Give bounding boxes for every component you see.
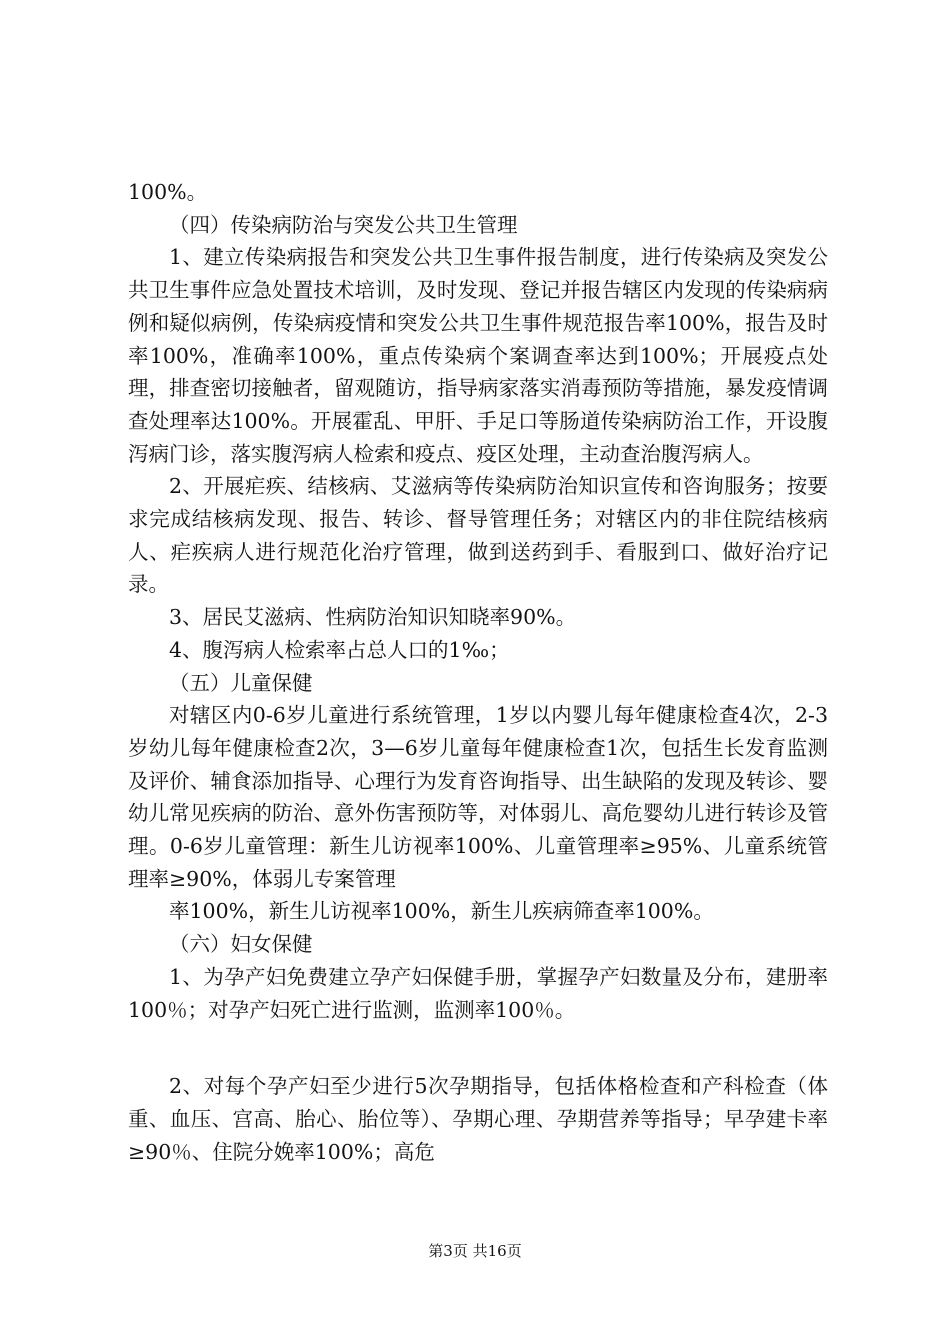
document-body	[128, 176, 828, 1168]
paragraph-3: 2、开展疟疾、结核病、艾滋病等传染病防治知识宣传和咨询服务；按要求完成结核病发现、报告、转诊、督导管理任务；对辖区内的非住院结核病人、疟疾病人进行规范化治疗管理，做到送药到手、看服到口、做好治疗记录。	[128, 474, 828, 597]
page-number-label: 第3页 共16页	[428, 1242, 522, 1260]
paragraph-7: 对辖区内0-6岁儿童进行系统管理，1岁以内婴儿每年健康检查4次，2-3岁幼儿每年健康检查2次，3—6岁儿童每年健康检查1次，包括生长发育监测及评价、辅食添加指导、心理行为发育咨询指导、出生缺陷的发现及转诊、婴幼儿常见疾病的防治、意外伤害预防等，对体弱儿、高危婴幼儿进行转诊及管理。0-6岁儿童管理：新生儿访视率100%、儿童管理率≥95%、儿童系统管理率≥90%，体弱儿专案管理	[128, 703, 828, 891]
page-footer	[0, 1241, 950, 1261]
paragraph-8: 率100%，新生儿访视率100%，新生儿疾病筛查率100%。	[169, 899, 714, 924]
paragraph-0: 100%。	[128, 180, 208, 204]
paragraph-12: 2、对每个孕产妇至少进行5次孕期指导，包括体格检查和产科检查（体重、血压、宫高、胎心、胎位等）、孕期心理、孕期营养等指导；早孕建卡率≥90％、住院分娩率100%；高危	[128, 1074, 828, 1164]
section-heading-6: （六）妇女保健	[169, 932, 313, 957]
paragraph-5: 4、腹泻病人检索率占总人口的1‰；	[169, 637, 510, 662]
blank-line	[128, 1026, 828, 1070]
paragraph-4: 3、居民艾滋病、性病防治知识知晓率90%。	[169, 605, 577, 630]
paragraph-2: 1、建立传染病报告和突发公共卫生事件报告制度，进行传染病及突发公共卫生事件应急处置技术培训，及时发现、登记并报告辖区内发现的传染病病例和疑似病例，传染病疫情和突发公共卫生事件规范报告率100%，报告及时率100%，准确率100%，重点传染病个案调查率达到100%；开展疫点处理，排查密切接触者，留观随访，指导病家落实消毒预防等措施，暴发疫情调查处理率达100%。开展霍乱、甲肝、手足口等肠道传染病防治工作，开设腹泻病门诊，落实腹泻病人检索和疫点、疫区处理，主动查治腹泻病人。	[128, 245, 828, 466]
section-heading-5: （五）儿童保健	[169, 670, 313, 695]
paragraph-10: 1、为孕产妇免费建立孕产妇保健手册，掌握孕产妇数量及分布，建册率100％；对孕产妇死亡进行监测，监测率100％。	[128, 964, 828, 1022]
section-heading-4: （四）传染病防治与突发公共卫生管理	[169, 212, 518, 237]
